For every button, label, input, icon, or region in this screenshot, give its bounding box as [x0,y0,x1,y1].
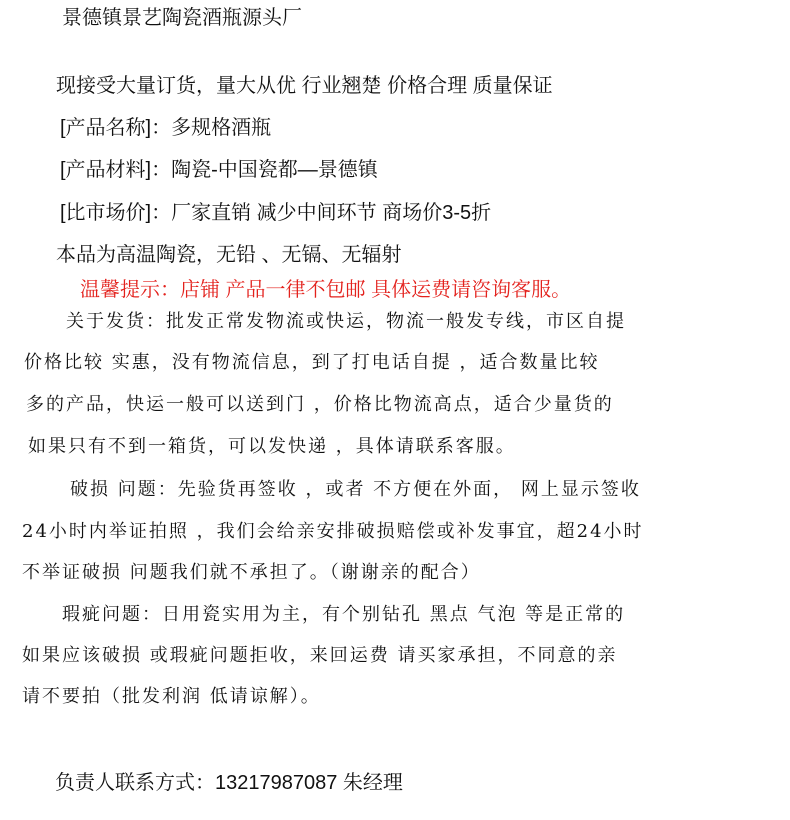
shop-title: 景德镇景艺陶瓷酒瓶源头厂 [62,7,302,29]
body-line: 不举证破损 问题我们就不承担了。（谢谢亲的配合） [22,562,481,583]
contact-info: 负责人联系方式：13217987087 朱经理 [55,772,403,794]
price-comparison: [比市场价]：厂家直销 减少中间环节 商场价3-5折 [60,202,492,224]
body-line: 如果应该破损 或瑕疵问题拒收，来回运费 请买家承担，不同意的亲 [22,645,618,666]
product-material: [产品材料]：陶瓷-中国瓷都—景德镇 [60,159,378,181]
body-line: 价格比较 实惠，没有物流信息，到了打电话自提 ，适合数量比较 [24,352,600,373]
shipping-notice: 温馨提示：店铺 产品一律不包邮 具体运费请咨询客服。 [80,279,572,301]
body-line: 破损 问题：先验货再签收 ，或者 不方便在外面， 网上显示签收 [70,479,641,500]
product-name: [产品名称]：多规格酒瓶 [60,117,272,139]
body-line: 瑕疵问题：日用瓷实用为主，有个别钻孔 黑点 气泡 等是正常的 [62,604,626,625]
body-line: 多的产品，快运一般可以送到门 ，价格比物流高点，适合少量货的 [26,394,614,415]
body-line: 关于发货：批发正常发物流或快运，物流一般发专线，市区自提 [66,311,626,332]
body-line: 24小时内举证拍照 ，我们会给亲安排破损赔偿或补发事宜，超24小时 [22,521,644,542]
body-line: 请不要拍（批发利润 低请谅解）。 [22,686,321,707]
product-safety: 本品为高温陶瓷，无铅 、无镉、无辐射 [56,244,402,266]
intro-line: 现接受大量订货，量大从优 行业翘楚 价格合理 质量保证 [56,75,553,97]
body-line: 如果只有不到一箱货，可以发快递 ，具体请联系客服。 [28,436,516,457]
